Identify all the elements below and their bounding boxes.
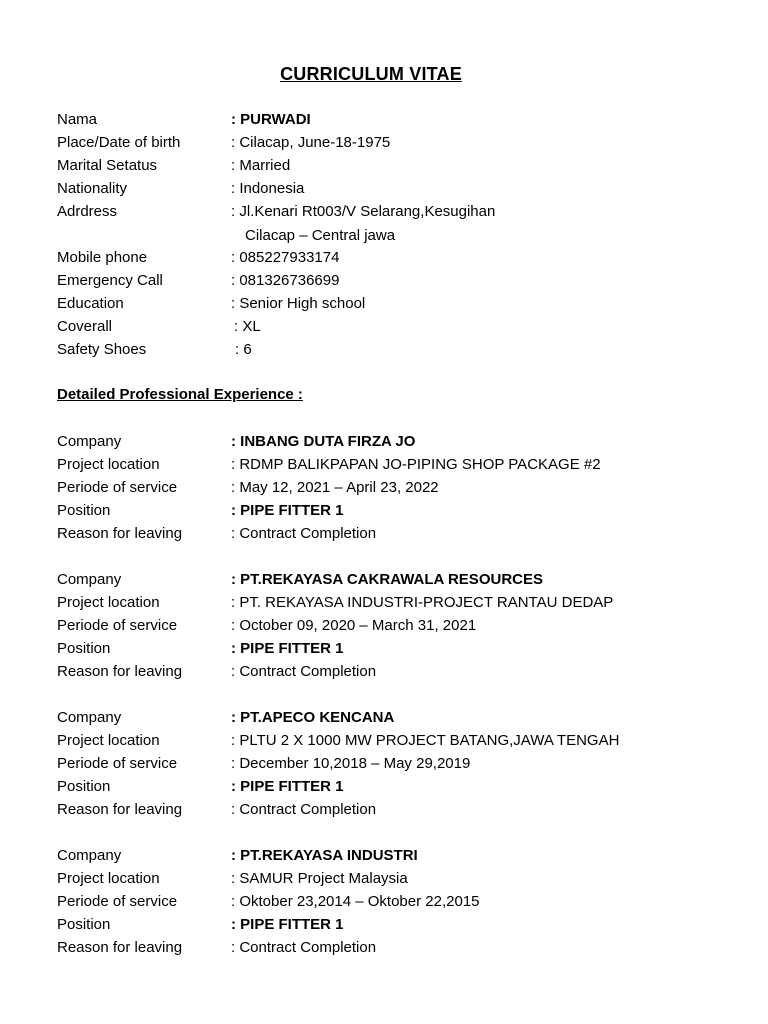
field-label: Position [57,502,111,519]
field-label: Company [57,433,122,450]
field-label: Periode of service [57,479,178,496]
field-label: Reason for leaving [57,663,183,680]
field-value: : PT.REKAYASA CAKRAWALA RESOURCES [231,571,543,588]
field-value: : 085227933174 [231,249,340,266]
field-value: : 081326736699 [231,272,340,289]
field-value: : RDMP BALIKPAPAN JO-PIPING SHOP PACKAGE #2 [231,456,601,473]
field-value: : Married [231,157,291,174]
field-label: Place/Date of birth [57,134,181,151]
field-value: : SAMUR Project Malaysia [231,870,408,887]
exp4-location-row [57,868,408,890]
field-label: Safety Shoes [57,341,147,358]
exp3-period-row [57,753,470,775]
exp4-company-row [57,845,418,867]
field-label: Periode of service [57,755,178,772]
exp1-position-row [57,500,344,522]
exp3-reason-row [57,799,376,821]
field-value: : XL [234,318,261,335]
field-label: Reason for leaving [57,801,183,818]
field-value: : PT.APECO KENCANA [231,709,395,726]
field-value: : Cilacap, June-18-1975 [231,134,391,151]
field-label: Periode of service [57,617,178,634]
field-label: Position [57,916,111,933]
address-line-2: Cilacap – Central jawa [245,227,396,244]
exp4-period-row [57,891,480,913]
field-value: : PT. REKAYASA INDUSTRI-PROJECT RANTAU DEDAP [231,594,614,611]
exp2-reason-row [57,661,376,683]
personal-row-coverall [57,316,261,338]
field-label: Nationality [57,180,128,197]
field-value: : Contract Completion [231,939,377,956]
experience-heading: Detailed Professional Experience : [57,386,303,403]
field-label: Periode of service [57,893,178,910]
exp2-period-row [57,615,476,637]
personal-row-name [57,109,311,131]
document-title: CURRICULUM VITAE [280,64,462,84]
personal-row-mobile [57,247,339,269]
exp3-position-row [57,776,344,798]
personal-row-address [57,201,495,223]
field-value: : October 09, 2020 – March 31, 2021 [231,617,477,634]
field-value: : PIPE FITTER 1 [231,640,344,657]
field-label: Marital Setatus [57,157,158,174]
field-value: : PT.REKAYASA INDUSTRI [231,847,418,864]
exp4-position-row [57,914,344,936]
exp3-location-row [57,730,619,752]
field-value: : Contract Completion [231,525,377,542]
exp4-reason-row [57,937,376,959]
field-label: Company [57,571,122,588]
personal-row-marital [57,155,290,177]
exp1-reason-row [57,523,376,545]
field-label: Education [57,295,124,312]
field-value: : PIPE FITTER 1 [231,916,344,933]
field-label: Nama [57,111,98,128]
exp3-company-row [57,707,394,729]
field-value: : Indonesia [231,180,305,197]
personal-row-shoes [57,339,252,361]
field-label: Position [57,778,111,795]
field-value: : December 10,2018 – May 29,2019 [231,755,471,772]
field-value: : Contract Completion [231,801,377,818]
field-value: : May 12, 2021 – April 23, 2022 [231,479,439,496]
field-label: Project location [57,456,160,473]
field-label: Project location [57,732,160,749]
field-label: Project location [57,870,160,887]
exp1-company-row [57,431,415,453]
field-label: Reason for leaving [57,525,183,542]
field-label: Position [57,640,111,657]
field-label: Coverall [57,318,113,335]
field-value: : PIPE FITTER 1 [231,502,344,519]
field-label: Mobile phone [57,249,148,266]
personal-row-nationality [57,178,304,200]
exp1-location-row [57,454,601,476]
field-label: Adrdress [57,203,118,220]
field-label: Reason for leaving [57,939,183,956]
field-value: : Jl.Kenari Rt003/V Selarang,Kesugihan [231,203,496,220]
field-value: : 6 [235,341,252,358]
personal-row-education [57,293,365,315]
field-value: : Senior High school [231,295,366,312]
personal-row-birth [57,132,390,154]
field-value: : PLTU 2 X 1000 MW PROJECT BATANG,JAWA TENGAH [231,732,620,749]
exp2-location-row [57,592,613,614]
field-value: : Contract Completion [231,663,377,680]
field-value: : PIPE FITTER 1 [231,778,344,795]
exp2-position-row [57,638,344,660]
field-label: Company [57,709,122,726]
field-value: : PURWADI [231,111,311,128]
exp2-company-row [57,569,543,591]
field-value: : INBANG DUTA FIRZA JO [231,433,416,450]
exp1-period-row [57,477,439,499]
field-label: Emergency Call [57,272,163,289]
personal-row-emergency [57,270,339,292]
field-label: Project location [57,594,160,611]
field-label: Company [57,847,122,864]
field-value: : Oktober 23,2014 – Oktober 22,2015 [231,893,480,910]
